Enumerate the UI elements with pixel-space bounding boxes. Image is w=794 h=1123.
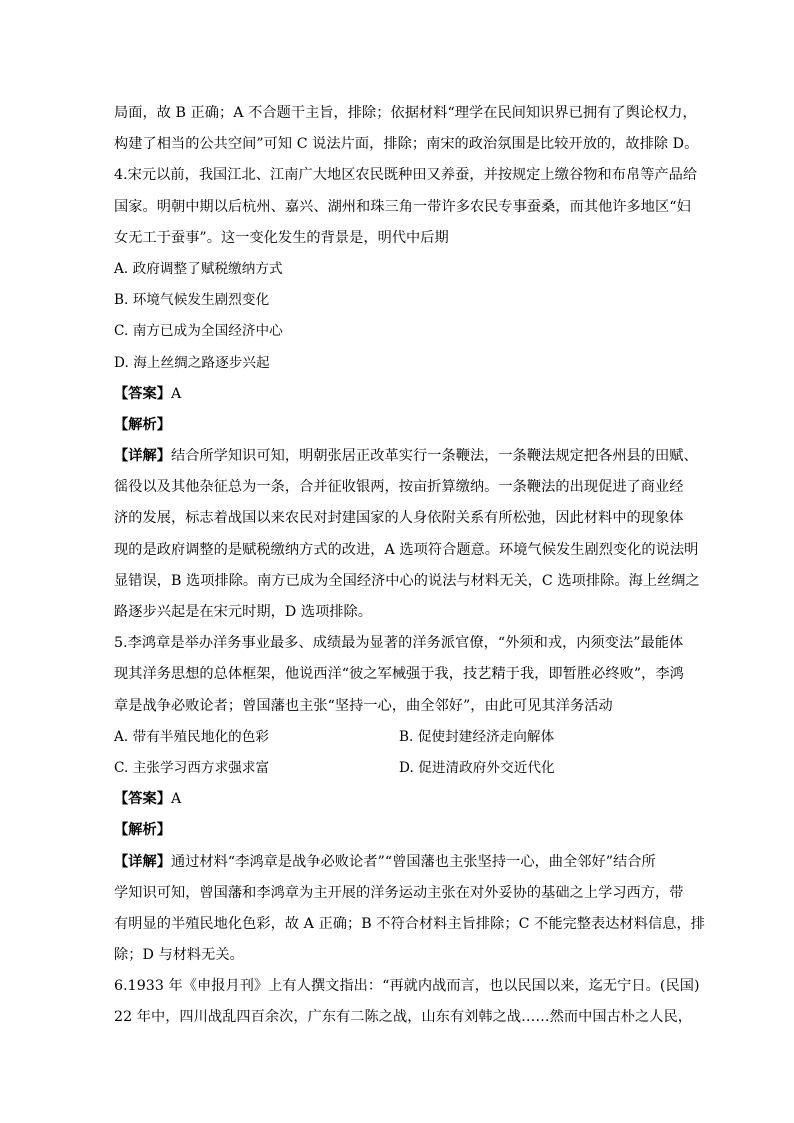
detail-text: 通过材料“李鸿章是战争必败论者”“曾国藩也主张坚持一心，曲全邻好”结合所 bbox=[170, 853, 656, 870]
question-5-option-a: A. 带有半殖民地化的色彩 bbox=[114, 728, 270, 745]
question-4-answer bbox=[114, 379, 684, 410]
analysis-tag: 【解析】 bbox=[114, 416, 171, 433]
question-6-stem: 22 年中，四川战乱四百余次，广东有二陈之战，山东有刘韩之战……然而中国古朴之人民， bbox=[114, 1009, 692, 1026]
question-5-option-d: D. 促进清政府外交近代化 bbox=[399, 759, 555, 776]
question-5-stem: 5.李鸿章是举办洋务事业最多、成绩最为显著的洋务派官僚，“外须和戎，内须变法”最能体 bbox=[114, 635, 684, 652]
question-5-stem: 现其洋务思想的总体框架，他说西洋“彼之军械强于我，技艺精于我，即暂胜必终败”，李鸿 bbox=[114, 666, 684, 683]
detail-tag: 【详解】 bbox=[114, 853, 171, 870]
question-5-detail bbox=[114, 847, 684, 878]
question-4-option-b: B. 环境气候发生剧烈变化 bbox=[114, 292, 270, 309]
question-4-detail: 显错误，B 选项排除。南方已成为全国经济中心的说法与材料无关，C 选项排除。海上丝绸之 bbox=[114, 572, 700, 589]
question-5-options-row bbox=[114, 722, 684, 753]
question-5-detail: 学知识可知，曾国藩和李鸿章为主开展的洋务运动主张在对外妥协的基础之上学习西方，带 bbox=[114, 884, 684, 901]
answer-value: A bbox=[170, 385, 182, 402]
question-5-stem: 章是战争必败论者；曾国藩也主张“坚持一心，曲全邻好”，由此可见其洋务活动 bbox=[114, 697, 613, 714]
question-5-analysis-tag bbox=[114, 815, 684, 846]
question-5-option-b: B. 促使封建经济走向解体 bbox=[399, 728, 555, 745]
text-line: 构建了相当的公共空间”可知 C 说法片面，排除；南宋的政治氛围是比较开放的，故排除 D。 bbox=[114, 136, 699, 153]
detail-text: 结合所学知识可知，明朝张居正改革实行一条鞭法，一条鞭法规定把各州县的田赋、 bbox=[170, 448, 698, 465]
question-4-analysis-tag bbox=[114, 410, 684, 441]
question-4-stem: 4.宋元以前，我国江北、江南广大地区农民既种田又养蚕，并按规定上缴谷物和布帛等产品给 bbox=[114, 167, 698, 184]
question-5-options-row bbox=[114, 753, 684, 784]
answer-tag: 【答案】 bbox=[114, 385, 171, 402]
question-4-option-c: C. 南方已成为全国经济中心 bbox=[114, 323, 283, 340]
text-line: 局面，故 B 正确；A 不合题干主旨，排除；依据材料“理学在民间知识界已拥有了舆论权力， bbox=[114, 105, 697, 121]
question-5-detail: 有明显的半殖民地化色彩，故 A 正确；B 不符合材料主旨排除；C 不能完整表达材料信息，排 bbox=[114, 915, 705, 932]
question-4-option-a: A. 政府调整了赋税缴纳方式 bbox=[114, 260, 283, 277]
question-5-answer bbox=[114, 784, 684, 815]
document-page bbox=[114, 98, 705, 1034]
answer-tag: 【答案】 bbox=[114, 791, 171, 808]
question-4-detail: 现的是政府调整的是赋税缴纳方式的改进，A 选项符合题意。环境气候发生剧烈变化的说法明 bbox=[114, 541, 699, 558]
question-4-detail bbox=[114, 441, 698, 472]
question-4-detail: 济的发展，标志着战国以来农民对封建国家的人身依附关系有所松弛，因此材料中的现象体 bbox=[114, 510, 684, 527]
question-4-stem: 女无工于蚕事”。这一变化发生的背景是，明代中后期 bbox=[114, 229, 449, 246]
question-5-option-c: C. 主张学习西方求强求富 bbox=[114, 759, 270, 776]
question-4-detail: 徭役以及其他杂征总为一条，合并征收银两，按亩折算缴纳。一条鞭法的出现促进了商业经 bbox=[114, 479, 684, 496]
question-5-detail: 除；D 与材料无关。 bbox=[114, 947, 244, 964]
detail-tag: 【详解】 bbox=[114, 448, 171, 465]
answer-value: A bbox=[170, 791, 182, 808]
question-6-stem: 6.1933 年《申报月刊》上有人撰文指出：“再就内战而言，也以民国以来，迄无宁日。(民国) bbox=[114, 978, 700, 995]
question-4-stem: 国家。明朝中期以后杭州、嘉兴、湖州和珠三角一带许多农民专事蚕桑，而其他许多地区“妇 bbox=[114, 198, 691, 215]
analysis-tag: 【解析】 bbox=[114, 822, 171, 839]
question-4-option-d: D. 海上丝绸之路逐步兴起 bbox=[114, 354, 270, 371]
question-4-detail: 路逐步兴起是在宋元时期，D 选项排除。 bbox=[114, 604, 373, 620]
